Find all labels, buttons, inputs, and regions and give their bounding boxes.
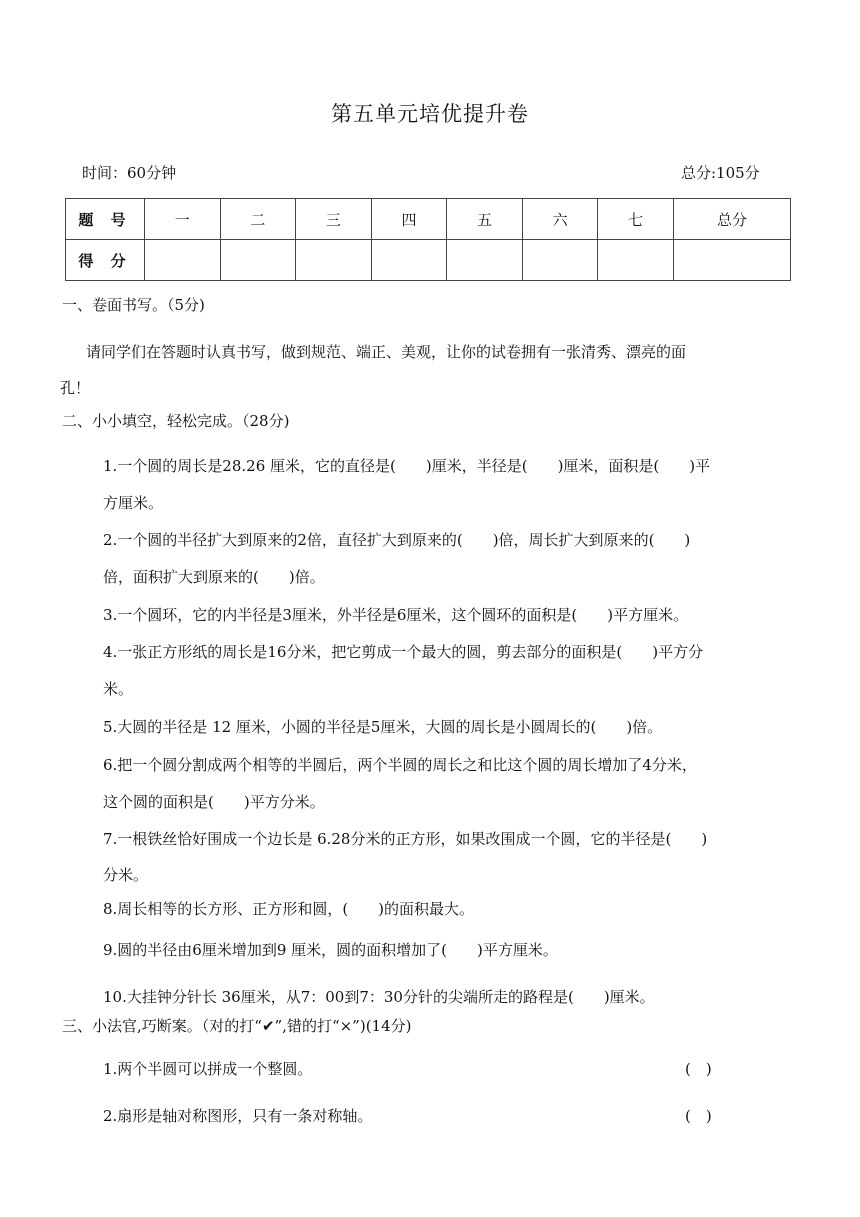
fill-question-8: 8.周长相等的长方形、正方形和圆，( )的面积最大。 <box>103 900 475 918</box>
score-row-label: 得 分 <box>66 240 145 281</box>
score-cell[interactable] <box>220 240 296 281</box>
fill-question-3: 3.一个圆环，它的内半径是3厘米，外半径是6厘米，这个圆环的面积是( )平方厘米。 <box>103 606 689 624</box>
section-1-heading: 一、卷面书写。（5分) <box>62 296 205 314</box>
header-cell: 七 <box>598 199 674 240</box>
fill-question-1: 1.一个圆的周长是28.26 厘米，它的直径是( )厘米，半径是( )厘米，面积是( )平 <box>103 457 711 475</box>
score-cell[interactable] <box>598 240 674 281</box>
score-table-score-row <box>66 240 791 281</box>
header-cell: 四 <box>371 199 447 240</box>
header-cell: 二 <box>220 199 296 240</box>
section-2-heading: 二、小小填空，轻松完成。（28分) <box>62 412 290 430</box>
section-1-instruction: 请同学们在答题时认真书写，做到规范、端正、美观，让你的试卷拥有一张清秀、漂亮的面 <box>86 343 687 361</box>
fill-question-5: 5.大圆的半径是 12 厘米，小圆的半径是5厘米，大圆的周长是小圆周长的( )倍。 <box>103 718 663 736</box>
fill-question-9: 9.圆的半径由6厘米增加到9 厘米，圆的面积增加了( )平方厘米。 <box>103 941 558 959</box>
score-table <box>65 198 791 281</box>
exam-time: 时间：60分钟 <box>82 164 177 182</box>
score-cell[interactable] <box>447 240 523 281</box>
judge-answer-2[interactable]: ( ) <box>685 1107 712 1125</box>
score-cell[interactable] <box>296 240 372 281</box>
fill-question-2-cont: 倍，面积扩大到原来的( )倍。 <box>103 568 325 586</box>
fill-question-4-cont: 米。 <box>103 680 134 698</box>
header-cell: 题 号 <box>66 199 145 240</box>
judge-answer-1[interactable]: ( ) <box>685 1060 712 1078</box>
header-cell: 总分 <box>674 199 791 240</box>
score-cell[interactable] <box>522 240 598 281</box>
judge-question-1: 1.两个半圆可以拼成一个整圆。 <box>103 1060 313 1078</box>
header-cell: 六 <box>522 199 598 240</box>
fill-question-7-cont: 分米。 <box>103 866 149 884</box>
header-cell: 一 <box>145 199 221 240</box>
fill-question-7: 7.一根铁丝恰好围成一个边长是 6.28分米的正方形，如果改围成一个圆，它的半径是( ) <box>103 830 708 848</box>
score-cell[interactable] <box>674 240 791 281</box>
fill-question-6: 6.把一个圆分割成两个相等的半圆后，两个半圆的周长之和比这个圆的周长增加了4分米， <box>103 756 697 774</box>
fill-question-10: 10.大挂钟分针长 36厘米，从7：00到7：30分针的尖端所走的路程是( )厘米。 <box>103 988 655 1006</box>
exam-total-score: 总分:105分 <box>681 164 760 182</box>
fill-question-6-cont: 这个圆的面积是( )平方分米。 <box>103 793 325 811</box>
score-table-header-row <box>66 199 791 240</box>
page-title: 第五单元培优提升卷 <box>331 102 529 126</box>
header-cell: 三 <box>296 199 372 240</box>
fill-question-4: 4.一张正方形纸的周长是16分米，把它剪成一个最大的圆，剪去部分的面积是( )平方分 <box>103 643 704 661</box>
section-3-heading: 三、小法官,巧断案。（对的打“✔”,错的打“×”)(14分) <box>62 1017 412 1035</box>
header-cell: 五 <box>447 199 523 240</box>
judge-question-2: 2.扇形是轴对称图形，只有一条对称轴。 <box>103 1107 373 1125</box>
fill-question-1-cont: 方厘米。 <box>103 494 164 512</box>
score-cell[interactable] <box>371 240 447 281</box>
score-cell[interactable] <box>145 240 221 281</box>
section-1-instruction-cont: 孔！ <box>60 379 91 397</box>
fill-question-2: 2.一个圆的半径扩大到原来的2倍，直径扩大到原来的( )倍，周长扩大到原来的( ) <box>103 531 691 549</box>
